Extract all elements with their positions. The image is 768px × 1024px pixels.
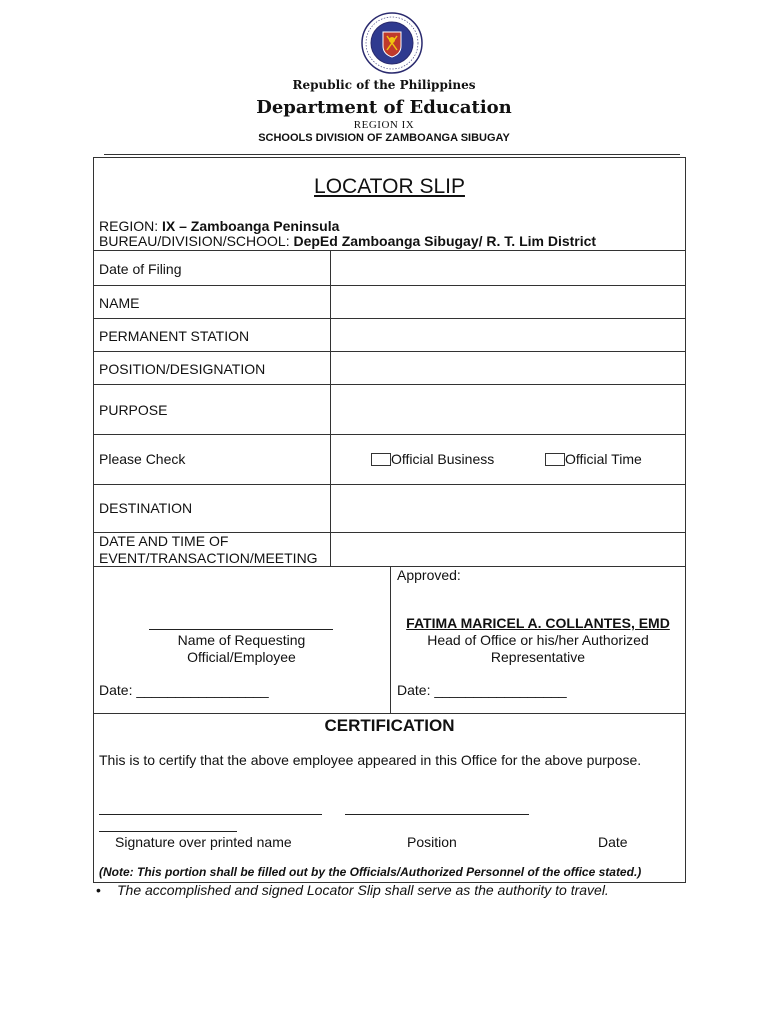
cert-date-label: Date xyxy=(598,834,628,850)
certification-body: This is to certify that the above employee appeared in this Office for the above purpose. xyxy=(99,752,642,768)
cert-signature-line[interactable] xyxy=(99,814,322,815)
deped-seal-logo xyxy=(361,12,423,74)
requesting-signature-line[interactable] xyxy=(149,629,333,630)
destination-field[interactable] xyxy=(331,485,684,532)
cert-position-label: Position xyxy=(407,834,457,850)
republic-heading: Republic of the Philippines xyxy=(292,78,476,92)
label-please-check: Please Check xyxy=(99,451,186,467)
region-line xyxy=(99,218,339,234)
purpose-field[interactable] xyxy=(331,385,684,434)
official-business-label: Official Business xyxy=(391,451,495,467)
form-title: LOCATOR SLIP xyxy=(314,175,465,198)
approved-label: Approved: xyxy=(397,567,461,583)
footer-text: The accomplished and signed Locator Slip shall serve as the authority to travel. xyxy=(117,882,609,898)
region-label: REGION: xyxy=(99,218,163,234)
date-right[interactable]: Date: _________________ xyxy=(397,682,567,698)
row-divider xyxy=(93,713,686,714)
date-of-filing-field[interactable] xyxy=(331,251,684,285)
bureau-line xyxy=(99,233,596,249)
row-divider xyxy=(93,434,686,435)
approver-name: FATIMA MARICEL A. COLLANTES, EMD xyxy=(406,615,670,631)
label-purpose: PURPOSE xyxy=(99,402,168,418)
label-permanent-station: PERMANENT STATION xyxy=(99,328,250,344)
department-heading: Department of Education xyxy=(256,97,512,118)
official-business-checkbox[interactable] xyxy=(371,453,391,466)
region-heading: REGION IX xyxy=(353,119,415,131)
requesting-label-line2: Official/Employee xyxy=(187,649,296,665)
division-heading: SCHOOLS DIVISION OF ZAMBOANGA SIBUGAY xyxy=(258,132,510,144)
certification-note: (Note: This portion shall be filled out by the Officials/Authorized Personnel of the office stated.) xyxy=(99,865,642,879)
label-datetime-line1: DATE AND TIME OF xyxy=(99,533,229,549)
cert-signature-label: Signature over printed name xyxy=(115,834,292,850)
label-name: NAME xyxy=(99,295,140,311)
bureau-label: BUREAU/DIVISION/SCHOOL: xyxy=(99,233,294,249)
footer-bullet: • xyxy=(96,882,101,898)
approver-title-line1: Head of Office or his/her Authorized xyxy=(427,632,649,648)
approver-title-line2: Representative xyxy=(490,649,586,665)
label-date-of-filing: Date of Filing xyxy=(99,261,182,277)
official-time-label: Official Time xyxy=(565,451,642,467)
position-field[interactable] xyxy=(331,352,684,384)
certification-heading: CERTIFICATION xyxy=(324,716,455,735)
cert-position-line[interactable] xyxy=(345,814,529,815)
bureau-value: DepEd Zamboanga Sibugay/ R. T. Lim District xyxy=(293,233,597,249)
label-position: POSITION/DESIGNATION xyxy=(99,361,266,377)
label-datetime-line2: EVENT/TRANSACTION/MEETING xyxy=(99,550,318,566)
region-value: IX – Zamboanga Peninsula xyxy=(162,218,340,234)
name-field[interactable] xyxy=(331,286,684,318)
label-destination: DESTINATION xyxy=(99,500,193,516)
date-left[interactable]: Date: _________________ xyxy=(99,682,269,698)
requesting-label-line1: Name of Requesting xyxy=(177,632,306,648)
datetime-field[interactable] xyxy=(331,533,684,566)
cert-date-line[interactable] xyxy=(99,831,237,832)
header-divider xyxy=(104,154,680,155)
official-time-checkbox[interactable] xyxy=(545,453,565,466)
permanent-station-field[interactable] xyxy=(331,319,684,351)
